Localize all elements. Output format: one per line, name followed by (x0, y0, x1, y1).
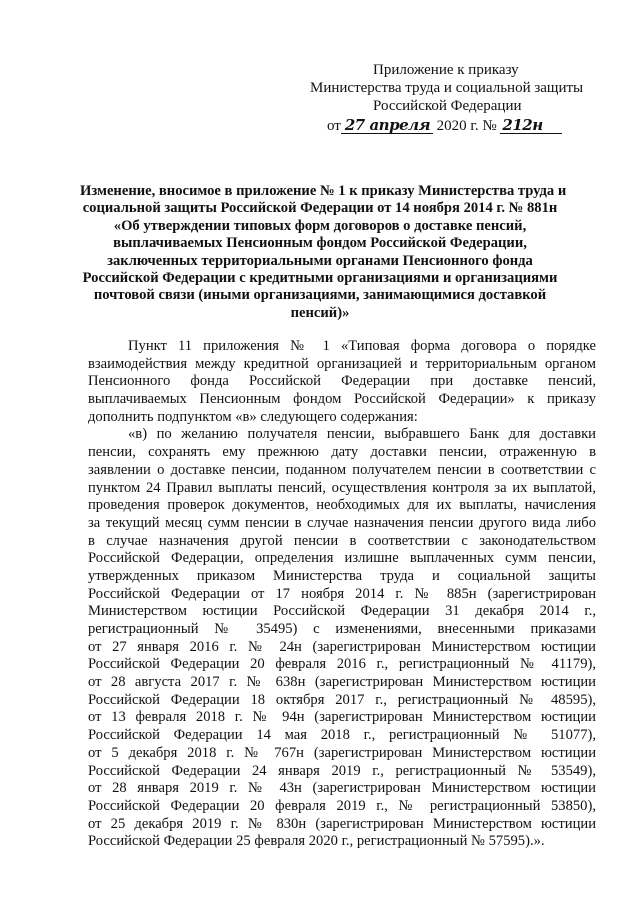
body-line: пунктом 24 Правил выплаты пенсий, осуществления контроля за их выплатой, (88, 479, 596, 496)
title-line: Российской Федерации с кредитными организациями и организациями (82, 270, 558, 287)
appendix-header (300, 61, 600, 135)
body-line: выплачиваемых Пенсионным фондом Российской Федерации» к приказу (88, 391, 596, 408)
body-line: Российской Федерации 25 февраля 2020 г., регистрационный № 57595).». (88, 833, 545, 850)
body-line: взаимодействия между кредитной организацией и территориальным органом (88, 355, 596, 372)
paragraph-2 (88, 426, 596, 851)
body-line: «в) по желанию получателя пенсии, выбравшего Банк для доставки (128, 426, 596, 443)
appendix-line-1: Приложение к приказу (373, 62, 519, 78)
body-line: от 27 января 2016 г. № 24н (зарегистрирован Министерством юстиции (88, 638, 596, 655)
body-line: дополнить подпунктом «в» следующего содержания: (88, 408, 418, 425)
body-line: от 28 августа 2017 г. № 638н (зарегистрирован Министерством юстиции (88, 674, 596, 691)
title-line: пенсий)» (290, 304, 350, 321)
year-text: 2020 г. № (436, 118, 497, 134)
handwritten-date: 27 апреля (341, 117, 433, 134)
title-line: заключенных территориальными органами Пенсионного фонда (107, 252, 533, 269)
title-line: почтовой связи (иными организациями, занимающимися доставкой (93, 287, 547, 304)
order-date-number-line (300, 117, 600, 135)
body-line: в случае назначения другой пенсии в соответствии с законодательством (88, 532, 596, 549)
paragraph-1 (88, 338, 596, 426)
body-line: Российской Федерации, определения излишне выплаченных сумм пенсии, (88, 550, 596, 567)
title-line: выплачиваемых Пенсионным фондом Российской Федерации, (113, 235, 527, 252)
body-line: Российской Федерации 20 февраля 2019 г., № регистрационный 53850), (88, 797, 596, 814)
title-line: «Об утверждении типовых форм договоров о доставке пенсий, (113, 217, 527, 234)
appendix-line-2: Министерства труда и социальной защиты (310, 80, 584, 96)
body-line: Министерством юстиции Российской Федерации 31 декабря 2014 г., (88, 603, 596, 620)
body-line: утвержденных приказом Министерства труда и социальной защиты (88, 567, 596, 584)
body-line: Пункт 11 приложения № 1 «Типовая форма договора о порядке (128, 338, 596, 354)
document-title (80, 183, 567, 322)
body-line: регистрационный № 35495) с изменениями, внесенными приказами (88, 621, 596, 637)
body-line: Российской Федерации 14 мая 2018 г., регистрационный № 51077), (88, 727, 596, 744)
body-line: проведения проверок документов, необходимых для их выплаты, начисления (88, 497, 596, 514)
body-line: Российской Федерации 24 января 2019 г., регистрационный № 53549), (88, 762, 596, 779)
from-prefix: от (327, 118, 341, 134)
title-line: Изменение, вносимое в приложение № 1 к приказу Министерства труда и (80, 183, 567, 199)
body-line: от 28 января 2019 г. № 43н (зарегистрирован Министерством юстиции (88, 780, 596, 797)
body-line: заявлении о доставке пенсии, поданном получателем пенсии в соответствии с (88, 461, 596, 478)
document-body (88, 338, 596, 851)
body-line: за текущий месяц сумм пенсии в случае назначения пенсии другого вида либо (88, 514, 596, 531)
body-line: Российской Федерации 20 февраля 2016 г., регистрационный № 41179), (88, 656, 596, 673)
appendix-line-3: Российской Федерации (373, 98, 522, 114)
body-line: от 5 декабря 2018 г. № 767н (зарегистрирован Министерством юстиции (88, 744, 596, 761)
body-line: Российской Федерации 18 октября 2017 г., регистрационный № 48595), (88, 691, 596, 708)
body-line: от 25 декабря 2019 г. № 830н (зарегистрирован Министерством юстиции (88, 815, 596, 832)
title-line: социальной защиты Российской Федерации от 14 ноября 2014 г. № 881н (82, 200, 558, 217)
handwritten-number: 212н (500, 117, 562, 134)
body-line: Российской Федерации от 17 ноября 2014 г. № 885н (зарегистрирован (88, 585, 596, 602)
body-line: от 13 февраля 2018 г. № 94н (зарегистрирован Министерством юстиции (88, 709, 596, 726)
body-line: пенсии, сохранять ему прежнюю дату доставки пенсии, отраженную в (88, 444, 596, 461)
body-line: Пенсионного фонда Российской Федерации при доставке пенсий, (88, 373, 596, 390)
